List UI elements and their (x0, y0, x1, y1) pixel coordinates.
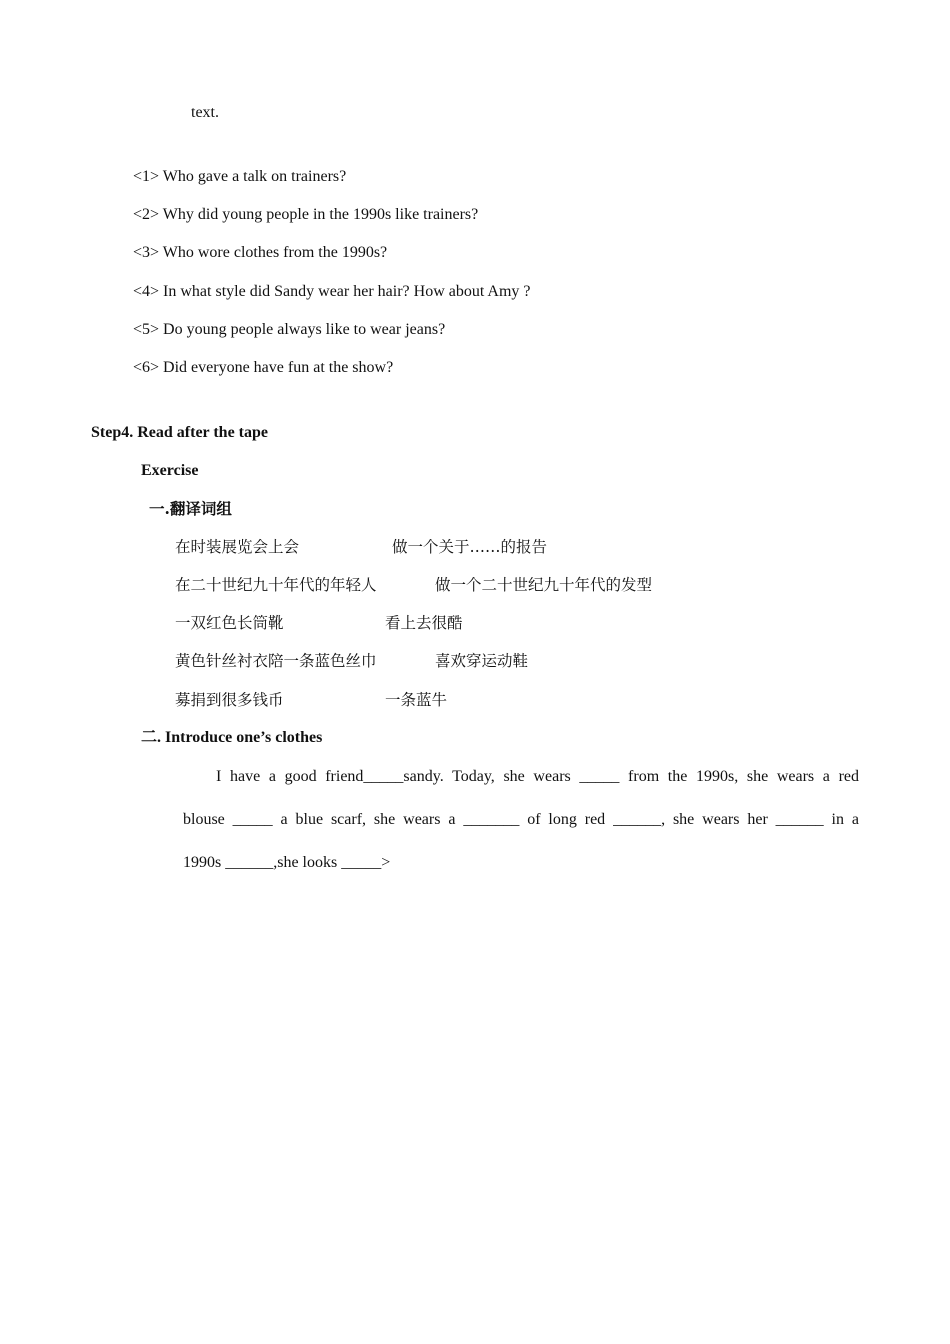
phrase-row-5-right: 一条蓝牛 (385, 691, 448, 709)
question-1: <1> Who gave a talk on trainers? (133, 168, 347, 185)
phrase-row-2-left: 在二十世纪九十年代的年轻人 (175, 576, 377, 594)
exercise-label: Exercise (141, 462, 199, 479)
phrase-row-3-left: 一双红色长筒靴 (175, 614, 284, 632)
step4-heading: Step4. Read after the tape (91, 424, 269, 441)
question-6: <6> Did everyone have fun at the show? (133, 359, 394, 376)
fill-in-line-3: 1990s ______,she looks _____> (183, 854, 391, 871)
question-5: <5> Do young people always like to wear jeans? (133, 321, 446, 338)
question-3: <3> Who wore clothes from the 1990s? (133, 244, 388, 261)
phrase-row-1-right: 做一个关于……的报告 (392, 538, 548, 556)
question-4: <4> In what style did Sandy wear her hair? How about Amy ? (133, 283, 531, 300)
phrase-row-1-left: 在时装展览会上会 (175, 538, 300, 556)
question-2: <2> Why did young people in the 1990s like trainers? (133, 206, 479, 223)
part2-heading: 二. Introduce one’s clothes (141, 729, 323, 746)
fill-in-line-1: I have a good friend_____sandy. Today, she wears _____ from the 1990s, she wears a red (216, 768, 859, 785)
phrase-row-3-right: 看上去很酷 (385, 614, 463, 632)
part1-heading: 一.翻译词组 (149, 499, 232, 518)
phrase-row-2-right: 做一个二十世纪九十年代的发型 (435, 576, 653, 594)
phrase-row-4-right: 喜欢穿运动鞋 (435, 652, 529, 670)
phrase-row-5-left: 募捐到很多钱币 (175, 691, 284, 709)
phrase-row-4-left: 黄色针丝衬衣陪一条蓝色丝巾 (175, 652, 377, 670)
fill-in-line-2: blouse _____ a blue scarf, she wears a _______ of long red ______, she wears her ______ in a (183, 811, 859, 828)
intro-text: text. (191, 104, 219, 121)
